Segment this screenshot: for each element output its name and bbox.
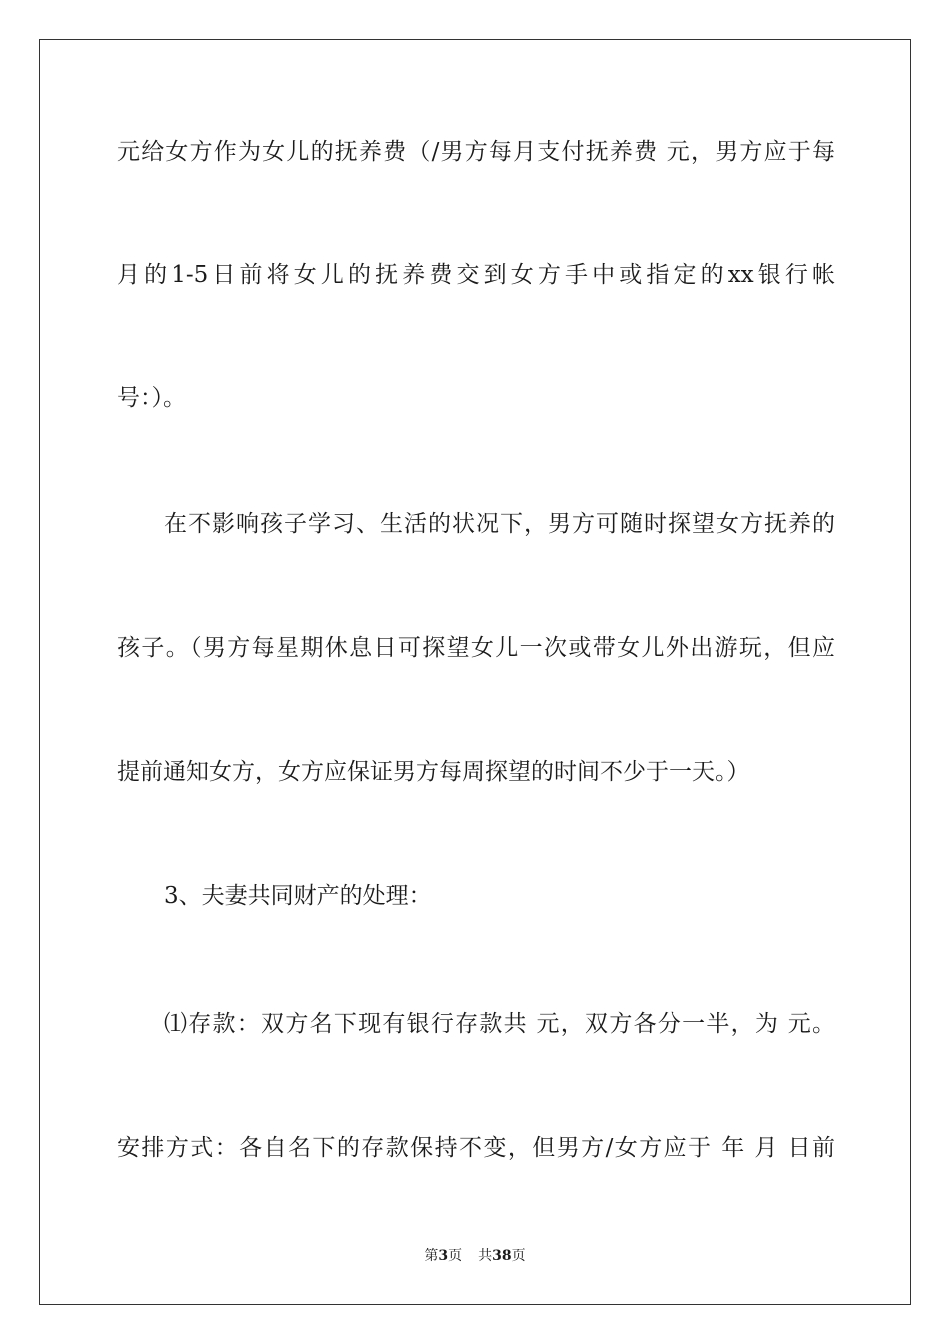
page-number: 3 (438, 1248, 449, 1264)
text-line-4: 在不影响孩子学习、生活的状况下，男方可随时探望女方抚养的 (164, 511, 835, 537)
text-line-9: 安排方式：各自名下的存款保持不变，但男方/女方应于 年 月 日前 (117, 1135, 835, 1161)
text-line-3: 号：）。 (117, 385, 186, 411)
text-line-8: ⑴存款：双方名下现有银行存款共 元，双方各分一半，为 元。 (164, 1011, 835, 1037)
text-line-5: 孩子。（男方每星期休息日可探望女儿一次或带女儿外出游玩，但应 (117, 635, 835, 661)
text-line-6: 提前通知女方，女方应保证男方每周探望的时间不少于一天。） (117, 759, 750, 785)
page-border (39, 39, 911, 1305)
page-footer (0, 1247, 950, 1265)
page-prefix: 第 (424, 1248, 439, 1264)
total-pages: 38 (492, 1248, 512, 1264)
text-line-1: 元给女方作为女儿的抚养费（/男方每月支付抚养费 元，男方应于每 (117, 139, 835, 165)
page-suffix: 页 (448, 1248, 463, 1264)
text-line-2: 月的1-5日前将女儿的抚养费交到女方手中或指定的xx银行帐 (117, 262, 835, 288)
section-heading: 3、夫妻共同财产的处理： (164, 883, 432, 909)
total-suffix: 页 (511, 1248, 526, 1264)
total-prefix: 共 (478, 1248, 493, 1264)
